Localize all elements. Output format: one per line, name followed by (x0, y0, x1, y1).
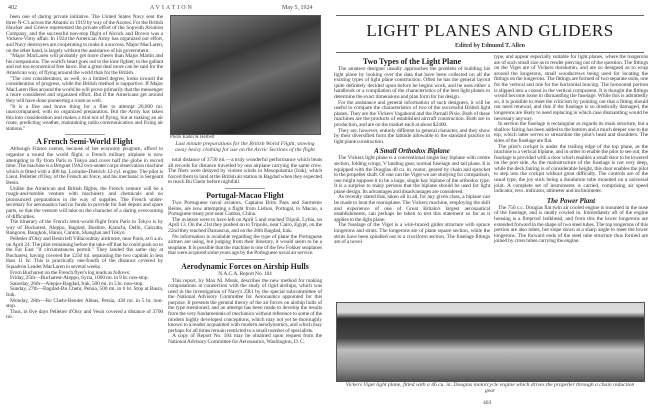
paragraph: For the assistance and general information of such designers, it will be useful to compare the characteristics of two of the successful British light planes. They are the Vickers Vagabond and the Parnall Pixie. Both of these machines are the products of established aircraft construction. Both are in production, and are on the market each at about $2400. (334, 99, 490, 128)
subheading: The Power Plant (546, 196, 596, 205)
divider (225, 188, 265, 189)
paragraph: A copy of Report No. 184 may be obtained upon request from the National Advisory Committee for Aeronautics, Washington, D. C. (168, 333, 322, 346)
paragraph: Unlike the American and British flights, the French venture will be a rough-and-tumble venture with machinery and chemicals and no pronounced preparations in the way of supplies. The French under-secretary for aeronautics had no funds to provide for fuel depots and spare parts, so that the venture will take on the character of a daring overcoming of difficulties. (6, 185, 163, 220)
issue-date: May 5, 1924 (282, 5, 313, 11)
left-column-1 (6, 15, 163, 321)
paragraph: "It is a fine and brave thing for a flier to attempt 20,000 mi. unaccompanied, with no organized preparation. But the Army has taken this into consideration and makes a trial not of flying, but at making an air route, predicting weather, maintaining radio communication and fixing air stations." (6, 103, 163, 132)
article-heading: Two Types of the Light Plane (362, 57, 462, 66)
paragraph: They are, however, entirely different in general character, and they show by their diversified form the latitude allowable to the standard practice in light plane construction. (334, 127, 490, 145)
divider (65, 134, 105, 135)
right-column-1 (334, 55, 490, 246)
paragraph: In section the fuselage is rectangular as regards its main structure, but a shallow fairing has been added to the bottom and a much deeper one to the top, which latter serves to streamline the pilot's head and shoulders. The sides of the fuselage are flat. (494, 121, 648, 144)
paragraph: The amateur designer usually approaches the problem of building his light plane by looking over the data that have been collected on all the existing types of light plane construction. Often he has the general layout quite definitely decided upon before he begins work, and he uses either a handbook or a compilation of the characteristics of the best light planes to determine the exact dimensions and plan form for his design. (334, 66, 490, 100)
paragraph: The aviators were to have left on April 5 and reached Tripoli, Lybia, on April 13. On the 21st they pushed on to Tripolis, near Cairo, Egypt, on the 22nd they reached Damascus, and on the 28th Bagdad, Irak. (168, 216, 322, 234)
paragraph: The fuselage of the Viget is a wire-braced girder structure with spruce longerons and struts. The longerons are of plane square section, while the struts have been spindled out to a cruciform section. The fuselage fittings are of a novel (334, 222, 490, 246)
paragraph: Although France cannot, because of her economy program, afford to organize a round the world flight, a French military airplane is now attempting to fly from Paris to Tokyo and cover half the globe in record time. The machine is a Breguet 19A2 two-seater corps observation machine which is fitted with a 400 hp. Lorraine-Dietrich 12-cyl. engine. The pilot is Lieut. Pelletier d'Oisy, of the French air force, and his mechanic is Sergeant Besin. (6, 146, 163, 187)
running-title: AVIATION (150, 5, 194, 11)
paragraph: Saturday, 26th—Aleppo-Bagdad, Irak, 500 mi. in 5 hr. non-stop. (10, 280, 144, 287)
paragraph: The pilot's cockpit is under the trailing edge of the top plane, as the machine is a vertical biplane, and in order to enable the pilot to see out, the fuselage is provided with a door which enables a small door to be lowered on the port side. As the mainstructure of the fuselage is not very deep, while the deck fairing is of considerable height, this door enables the pilot to step into the cockpit without great difficulty. The controls are of the usual type, the joy stick being a duralumin tube mounted on a universal joint. A complete set of instruments is carried, comprising air speed indicator, revs. indicator, altimeter and inclinometer. (494, 143, 648, 195)
paragraph: "Major MacLaren will probably get more cheers than Major Martin and his companions. The world's heart goes out to the lone fighter, to the gallant and not too economical free lance. But a great deal more can be said for the American way, of flying around the world than for the British. (6, 53, 163, 76)
photo-vickers-viget (336, 302, 645, 382)
paragraph: Friday, 25th—Bucharest-Aleppo, Syria, 1000 mi. in 9 hr. non-stop. (10, 275, 149, 282)
article-heading: Aerodynamic Forces on Airship Hulls (181, 261, 309, 271)
paragraph: Monday, 28th—Bu Chehr-Bender Abbas, Persia, 430 mi. in 5 hr. non-stop. (6, 297, 163, 310)
divider (225, 259, 265, 260)
paragraph: Thus, in five days Pelletier d'Oisy and Vesin covered a distance of 3700 mi. (6, 308, 163, 321)
article-heading: Portugal-Macao Flight (206, 190, 284, 200)
paragraph: The Vickers light plane is a conventional single bay biplane with centre section, folding wings, V landing gear, normal fuselage and tail plane. It is equipped with the Douglas 40 cu. in. motor, geared by chain and sprocket to the propeller shaft. Of one can the Viget we are studying for comparison, one might suppose it to be a large, single bay biplane of the orthodox type. It is a surprise to many persons that the biplane should be used for light plane design. Its advantages and disadvantages are considered. (334, 155, 490, 195)
photo-credit: Photo Kadel & Herbert (170, 135, 215, 140)
editor-credit: Edited by Edmund T. Allen (455, 43, 525, 49)
paragraph: total distance of 3730 mi.—a truly wonderful performance which beats all records for distance travelled by one airplane carrying the same crew. The fliers were delayed by violent winds in Mesopotamia (Irak), which forced them to land at the British air station in Bagdad when they expected to reach Bu Chehr before nightfall. (168, 157, 322, 186)
paragraph: From Bucharest on the French flyer's log reads as follows: (10, 269, 131, 276)
paragraph: Two Portuguese naval aviators, Captains Brito Paes and Sarmento Beires, are now attempting a flight from Lisbon, Portugal, to Macao, a Portuguese treaty port near Canton, China. (168, 199, 322, 218)
photo-caption: Vickers Viget light plane, fitted with a 46 cu. in. Douglas motorcycle engine which drives the propeller through a chain reduction gear (345, 382, 635, 394)
paragraph: "The cost consideration, as well, to a limited degree, looks toward the consideration of progress, while the British method is supportive. If Major MacLaren flies around the world he will prove primarily that the messenger a more considered and organized effort. But if the Americans get around they will have done pioneering a route as well. (6, 75, 163, 104)
photo-british-world-flight (170, 15, 321, 135)
section-title: LIGHT PLANES AND GLIDERS (366, 21, 614, 40)
paragraph: The 750 c.c. Douglas flat twin air cooled engine is mounted in the nose of the fuselage, and is neatly cowled in. Immediately aft of the engine housing is a fireproof bulkhead, and from this the lower longerons are extended forward in the shape of two steel tubes. The top longerons of this portion are also tubes, but slope down at a sharp angle to meet the lower longerons. The forward ends of the steel tube structure thus formed are joined by cross tubes carrying the engine. (494, 204, 648, 245)
paragraph: As recently stated that, taken all in all, for any given class, a biplane can be made to beat the monoplane. The Vickers machine, employing the skill and experience of one of Great Britain's largest aeronautical establishments, can perhaps be taken to test this statement so far as it applies to the light plane. (334, 194, 490, 223)
report-number: N.A.C.A. Report No. 184 (218, 270, 272, 277)
paragraph: This report, by Max M. Munk, describes the new method for making computations in connection with the study of rigid airships, which was used in the investigation of Navy's ZR1 by the special subcommittee of the National Advisory Committee for Aeronautics appointed for this purpose. It presents the general theory of the air forces on airship hulls of the type mentioned, and an attempt has been made to develop the results from the very fundamentals of mechanics without reference to some of the modern highly developed conceptions, which may not yet be thoroughly known to a reader acquainted with modern aerodynamics, and which may perhaps for all times remain restricted to a small number of specialists. (168, 277, 322, 334)
left-column-2 (168, 158, 322, 346)
article-heading: A French Semi-World Flight (36, 137, 133, 147)
caption-text: Last minute preparations for the British World Flight, stowing away heavy clothing for use on the Arctic Sections of the flight (175, 141, 315, 153)
subheading: A Small Orthodox Biplane (374, 147, 450, 156)
paragraph: No information is available regarding the type of plane the Portuguese airmen are using, but judging from their itinerary, it would seem to be a seaplane. It is possible that the machine is one of the few Fokker seaplanes that were acquired some years ago by the Portuguese naval air service. (168, 233, 322, 257)
right-column-2 (494, 55, 648, 245)
paragraph: The itinerary of the French semi-world flight from Paris to Tokyo is by way of Bucharest, Aleppo, Bagdad, Bushire, Karachi, Delhi, Calcutta, Rangoon, Bangkok, Hanoi, Canton, Shanghai and Tokyo. (6, 219, 163, 237)
photo-caption (170, 135, 320, 153)
paragraph: type, and appear especially suitable for light planes, where the longerons are of such small size as to render piercing out of the question. The fittings on the Viget are of Vickers duralumin, and are so designed as to wrap around the longerons, small woodscrews being used for locating the fittings on the longerons. The fittings are formed of two separate units, one for the vertical and one for the horizontal bracing. The horizontal portion is slipped into a cutout in the vertical component. It is thought the fittings would become loose in dismantling the fuselage. While this is admittedly so, it is possible to meet the criticism by pointing out that a fitting should not need renewal, and that if the fuselage is so drastically damaged, the longerons are likely to need replacing in which case dismantling would be necessary anyway. (494, 54, 648, 122)
page-number-left: 402 (8, 5, 17, 11)
paragraph: been one of daring private initiative. The United States Navy sent the three N-C's across the Atlantic in 1919 by way of the Azores. For the British Hawker and Grieve represented the private effort of the Sopwith Aviation Company, and the successful non-stop flight of Alcock and Brown was a Vickers-Vimy affair. In 1924 the American Army has organized our effort, and Navy destroyers are cooperating to make it a success. Major MacLaren, on the other hand, is largely without the assistance of his government. (6, 14, 163, 54)
section-title-box (336, 15, 644, 53)
page-number-right: 403 (483, 400, 492, 406)
paragraph: Pelletier d'Oisy and Besin left Villacoublay airdrome, near Paris, at 6 a.m. on April 24. The pilot remaining before the take-off that he could push on to the Far East "if circumstances permit." They landed the same day at Bucharest, having covered the 1250 mi. separating the two capitals in less than 11 hr. This is practically one-fourth of the distance covered by Squadron Leader MacLaren in several weeks. (6, 235, 163, 270)
paragraph: Sunday, 27th—Bagdad-Bu Chehr, Persia, 500 mi. in 6 hr. Stop at Basra, Irak. (6, 286, 163, 298)
